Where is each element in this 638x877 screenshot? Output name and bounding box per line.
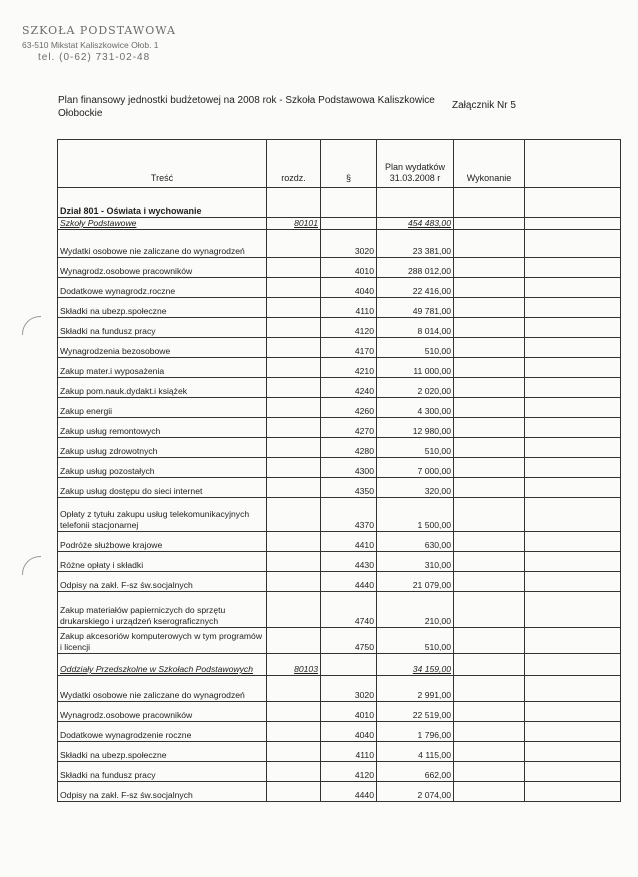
cell-paragraph: 4120 [321, 318, 377, 338]
cell-plan: 310,00 [377, 552, 454, 572]
cell-empty [525, 258, 621, 278]
cell-wykonanie [454, 458, 525, 478]
cell-wykonanie [454, 762, 525, 782]
cell-tresc: Wydatki osobowe nie zaliczane do wynagrodzeń [58, 230, 267, 258]
cell-plan: 630,00 [377, 532, 454, 552]
table-row [58, 278, 621, 298]
cell-wykonanie [454, 552, 525, 572]
cell-rozdz [267, 258, 321, 278]
cell-wykonanie [454, 218, 525, 230]
cell-rozdz [267, 742, 321, 762]
cell-rozdz [267, 230, 321, 258]
stamp-address: 63-510 Mikstat Kaliszkowice Ołob. 1 [22, 40, 159, 50]
cell-tresc: Składki na fundusz pracy [58, 762, 267, 782]
cell-wykonanie [454, 782, 525, 802]
cell-empty [525, 702, 621, 722]
cell-wykonanie [454, 338, 525, 358]
cell-wykonanie [454, 702, 525, 722]
table-row [58, 762, 621, 782]
cell-paragraph: 4440 [321, 782, 377, 802]
cell-tresc: Składki na ubezp.społeczne [58, 742, 267, 762]
cell-plan: 510,00 [377, 628, 454, 654]
cell-plan: 288 012,00 [377, 258, 454, 278]
cell-plan: 320,00 [377, 478, 454, 498]
cell-empty [525, 358, 621, 378]
cell-rozdz [267, 782, 321, 802]
cell-tresc: Zakup akcesoriów komputerowych w tym programów i licencji [58, 628, 267, 654]
cell-empty [525, 378, 621, 398]
cell-paragraph: 4120 [321, 762, 377, 782]
table-row [58, 298, 621, 318]
cell-tresc: Składki na fundusz pracy [58, 318, 267, 338]
cell-plan [377, 188, 454, 218]
cell-tresc: Zakup mater.i wyposażenia [58, 358, 267, 378]
table-row [58, 702, 621, 722]
cell-wykonanie [454, 230, 525, 258]
cell-tresc: Odpisy na zakł. F-sz św.socjalnych [58, 572, 267, 592]
cell-plan: 11 000,00 [377, 358, 454, 378]
cell-paragraph: 4040 [321, 278, 377, 298]
cell-empty [525, 278, 621, 298]
header-plan: Plan wydatków 31.03.2008 r [377, 140, 454, 188]
cell-wykonanie [454, 498, 525, 532]
document-title: Plan finansowy jednostki budżetowej na 2008 rok - Szkoła Podstawowa Kaliszkowice Ołobockie [58, 95, 435, 119]
header-wykonanie: Wykonanie [454, 140, 525, 188]
cell-plan: 23 381,00 [377, 230, 454, 258]
table-header-row [58, 140, 621, 188]
cell-tresc: Szkoły Podstawowe [58, 218, 267, 230]
cell-rozdz [267, 378, 321, 398]
cell-tresc: Opłaty z tytułu zakupu usług telekomunikacyjnych telefonii stacjonarnej [58, 498, 267, 532]
header-empty [525, 140, 621, 188]
cell-empty [525, 218, 621, 230]
cell-plan: 2 020,00 [377, 378, 454, 398]
cell-paragraph: 4410 [321, 532, 377, 552]
cell-wykonanie [454, 398, 525, 418]
cell-empty [525, 318, 621, 338]
cell-wykonanie [454, 418, 525, 438]
cell-tresc: Zakup usług dostępu do sieci internet [58, 478, 267, 498]
cell-plan: 22 519,00 [377, 702, 454, 722]
cell-rozdz [267, 298, 321, 318]
cell-tresc: Dodatkowe wynagrodzenie roczne [58, 722, 267, 742]
cell-plan: 4 115,00 [377, 742, 454, 762]
table-row [58, 230, 621, 258]
cell-empty [525, 188, 621, 218]
cell-paragraph: 4300 [321, 458, 377, 478]
cell-rozdz [267, 762, 321, 782]
cell-rozdz [267, 438, 321, 458]
cell-paragraph: 4750 [321, 628, 377, 654]
table-row [58, 478, 621, 498]
punch-hole-mark [22, 556, 41, 575]
cell-wykonanie [454, 438, 525, 458]
cell-rozdz: 80103 [267, 654, 321, 676]
cell-empty [525, 654, 621, 676]
cell-rozdz [267, 318, 321, 338]
cell-wykonanie [454, 628, 525, 654]
attachment-label: Załącznik Nr 5 [452, 100, 516, 111]
cell-tresc: Zakup usług pozostałych [58, 458, 267, 478]
cell-paragraph: 4170 [321, 338, 377, 358]
cell-tresc: Zakup materiałów papierniczych do sprzętu drukarskiego i urządzeń kserograficznych [58, 592, 267, 628]
cell-wykonanie [454, 298, 525, 318]
cell-wykonanie [454, 478, 525, 498]
cell-rozdz [267, 398, 321, 418]
table-row [58, 676, 621, 702]
cell-empty [525, 552, 621, 572]
cell-paragraph: 4430 [321, 552, 377, 572]
cell-wykonanie [454, 654, 525, 676]
table-row [58, 532, 621, 552]
cell-rozdz [267, 278, 321, 298]
cell-tresc: Składki na ubezp.społeczne [58, 298, 267, 318]
cell-rozdz [267, 478, 321, 498]
cell-paragraph: 4740 [321, 592, 377, 628]
cell-tresc: Wydatki osobowe nie zaliczane do wynagrodzeń [58, 676, 267, 702]
header-rozdz: rozdz. [267, 140, 321, 188]
table-row [58, 742, 621, 762]
table-row [58, 358, 621, 378]
cell-empty [525, 532, 621, 552]
cell-paragraph: 4370 [321, 498, 377, 532]
cell-plan: 34 159,00 [377, 654, 454, 676]
cell-wykonanie [454, 676, 525, 702]
cell-plan: 2 991,00 [377, 676, 454, 702]
table-row [58, 782, 621, 802]
cell-tresc: Różne opłaty i składki [58, 552, 267, 572]
cell-tresc: Odpisy na zakł. F-sz św.socjalnych [58, 782, 267, 802]
cell-empty [525, 458, 621, 478]
cell-tresc: Dział 801 - Oświata i wychowanie [58, 188, 267, 218]
cell-plan: 210,00 [377, 592, 454, 628]
cell-empty [525, 398, 621, 418]
cell-plan: 12 980,00 [377, 418, 454, 438]
cell-paragraph [321, 188, 377, 218]
cell-rozdz [267, 628, 321, 654]
cell-plan: 21 079,00 [377, 572, 454, 592]
section-row [58, 188, 621, 218]
table-row [58, 318, 621, 338]
header-tresc: Treść [58, 140, 267, 188]
cell-paragraph: 4040 [321, 722, 377, 742]
cell-rozdz: 80101 [267, 218, 321, 230]
cell-paragraph: 4010 [321, 258, 377, 278]
cell-tresc: Dodatkowe wynagrodz.roczne [58, 278, 267, 298]
cell-wykonanie [454, 278, 525, 298]
cell-paragraph: 4260 [321, 398, 377, 418]
cell-rozdz [267, 498, 321, 532]
subsection-row [58, 654, 621, 676]
cell-rozdz [267, 722, 321, 742]
table-row [58, 572, 621, 592]
cell-empty [525, 572, 621, 592]
cell-rozdz [267, 338, 321, 358]
cell-wykonanie [454, 258, 525, 278]
cell-rozdz [267, 572, 321, 592]
cell-rozdz [267, 458, 321, 478]
cell-rozdz [267, 552, 321, 572]
table-row [58, 378, 621, 398]
stamp-phone: tel. (0-62) 731-02-48 [38, 52, 151, 63]
cell-tresc: Oddziały Przedszkolne w Szkołach Podstawowych [58, 654, 267, 676]
cell-empty [525, 762, 621, 782]
cell-paragraph: 4240 [321, 378, 377, 398]
cell-rozdz [267, 418, 321, 438]
cell-plan: 1 500,00 [377, 498, 454, 532]
cell-rozdz [267, 358, 321, 378]
table-row [58, 338, 621, 358]
cell-paragraph [321, 654, 377, 676]
cell-tresc: Wynagrodz.osobowe pracowników [58, 258, 267, 278]
cell-paragraph: 4280 [321, 438, 377, 458]
cell-paragraph: 3020 [321, 230, 377, 258]
cell-empty [525, 676, 621, 702]
cell-paragraph: 4110 [321, 742, 377, 762]
cell-wykonanie [454, 358, 525, 378]
cell-tresc: Zakup usług remontowych [58, 418, 267, 438]
cell-empty [525, 438, 621, 458]
table-row [58, 258, 621, 278]
cell-paragraph: 4110 [321, 298, 377, 318]
cell-plan: 7 000,00 [377, 458, 454, 478]
cell-paragraph: 4210 [321, 358, 377, 378]
cell-plan: 8 014,00 [377, 318, 454, 338]
table-row [58, 498, 621, 532]
cell-empty [525, 478, 621, 498]
cell-paragraph: 4350 [321, 478, 377, 498]
cell-tresc: Zakup pom.nauk.dydakt.i książek [58, 378, 267, 398]
subsection-row [58, 218, 621, 230]
cell-tresc: Wynagrodz.osobowe pracowników [58, 702, 267, 722]
cell-wykonanie [454, 318, 525, 338]
cell-wykonanie [454, 742, 525, 762]
table-row [58, 438, 621, 458]
cell-tresc: Wynagrodzenia bezosobowe [58, 338, 267, 358]
cell-empty [525, 742, 621, 762]
cell-paragraph: 4440 [321, 572, 377, 592]
cell-rozdz [267, 592, 321, 628]
cell-paragraph: 3020 [321, 676, 377, 702]
cell-paragraph: 4270 [321, 418, 377, 438]
cell-empty [525, 298, 621, 318]
cell-empty [525, 782, 621, 802]
cell-empty [525, 498, 621, 532]
table-row [58, 398, 621, 418]
cell-rozdz [267, 702, 321, 722]
cell-plan: 510,00 [377, 438, 454, 458]
cell-empty [525, 628, 621, 654]
cell-plan: 662,00 [377, 762, 454, 782]
punch-hole-mark [22, 316, 41, 335]
cell-empty [525, 722, 621, 742]
cell-plan: 4 300,00 [377, 398, 454, 418]
cell-plan: 510,00 [377, 338, 454, 358]
cell-tresc: Zakup energii [58, 398, 267, 418]
school-stamp [22, 24, 176, 63]
cell-wykonanie [454, 572, 525, 592]
cell-wykonanie [454, 722, 525, 742]
budget-table [57, 139, 621, 802]
table-row [58, 628, 621, 654]
cell-empty [525, 230, 621, 258]
cell-rozdz [267, 188, 321, 218]
cell-empty [525, 592, 621, 628]
stamp-school-name: SZKOŁA PODSTAWOWA [22, 24, 176, 37]
header-paragraph: § [321, 140, 377, 188]
cell-wykonanie [454, 188, 525, 218]
cell-paragraph: 4010 [321, 702, 377, 722]
cell-paragraph [321, 218, 377, 230]
cell-plan: 2 074,00 [377, 782, 454, 802]
cell-wykonanie [454, 592, 525, 628]
cell-rozdz [267, 676, 321, 702]
table-row [58, 592, 621, 628]
table-row [58, 722, 621, 742]
cell-plan: 454 483,00 [377, 218, 454, 230]
cell-plan: 1 796,00 [377, 722, 454, 742]
cell-empty [525, 418, 621, 438]
cell-rozdz [267, 532, 321, 552]
cell-plan: 49 781,00 [377, 298, 454, 318]
table-row [58, 458, 621, 478]
cell-wykonanie [454, 378, 525, 398]
cell-tresc: Zakup usług zdrowotnych [58, 438, 267, 458]
table-row [58, 552, 621, 572]
table-row [58, 418, 621, 438]
cell-wykonanie [454, 532, 525, 552]
cell-plan: 22 416,00 [377, 278, 454, 298]
cell-tresc: Podróże służbowe krajowe [58, 532, 267, 552]
cell-empty [525, 338, 621, 358]
